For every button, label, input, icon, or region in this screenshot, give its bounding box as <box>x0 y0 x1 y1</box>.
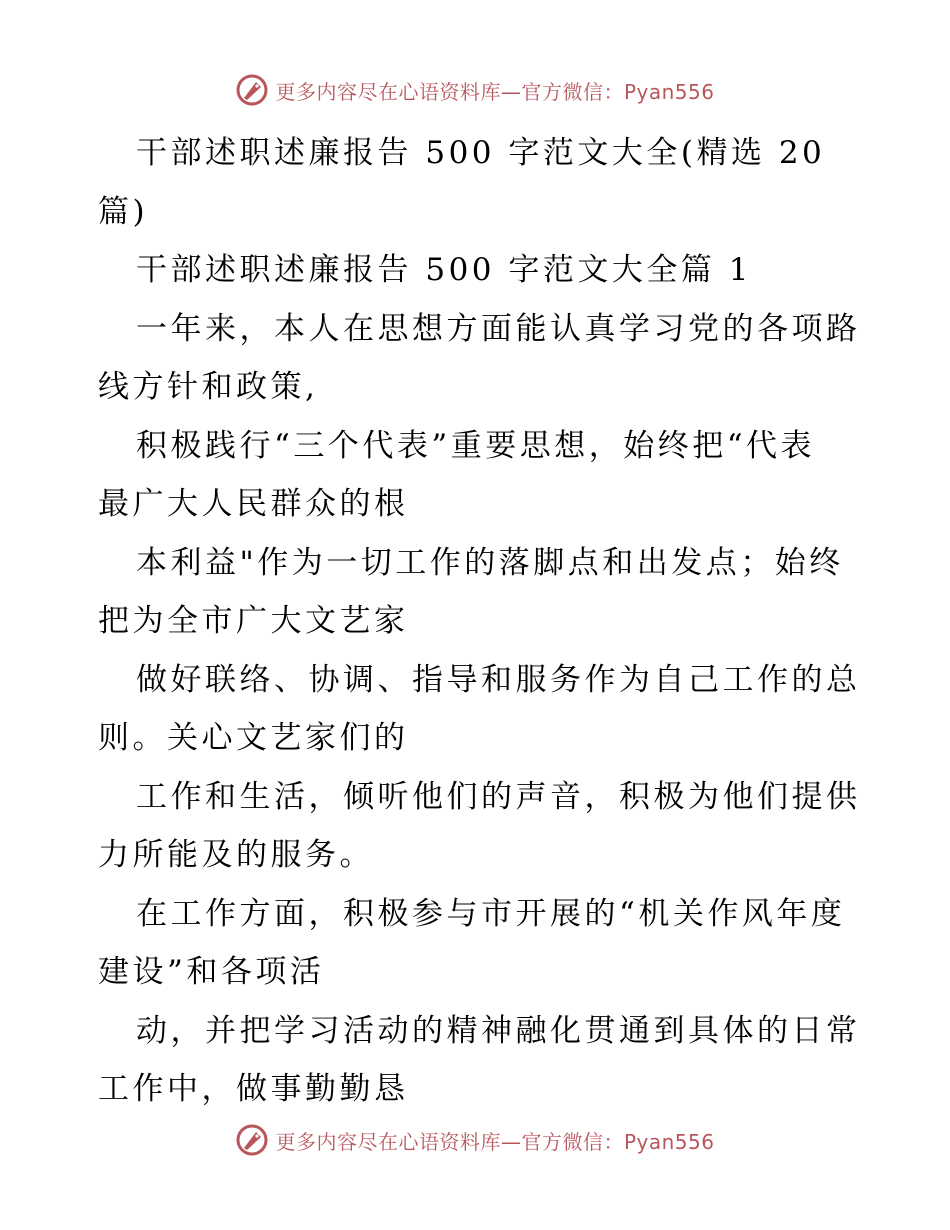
header-banner <box>0 70 950 110</box>
text-line: 在工作方面，积极参与市开展的“机关作风年度 <box>136 895 846 932</box>
text-line: 干部述职述廉报告 500 字范文大全篇 1 <box>136 252 752 288</box>
pen-nib-logo-icon <box>235 1123 269 1157</box>
pen-nib-logo-icon <box>235 73 269 107</box>
text-line: 则。关心文艺家们的 <box>98 720 409 756</box>
text-line: 力所能及的服务。 <box>98 837 374 873</box>
text-line: 做好联络、协调、指导和服务作为自己工作的总 <box>136 661 861 698</box>
text-line: 篇) <box>98 193 149 230</box>
text-line: 本利益"作为一切工作的落脚点和出发点；始终 <box>136 544 844 581</box>
text-line: 把为全市广大文艺家 <box>98 603 409 639</box>
document-body <box>98 124 861 1119</box>
text-line: 建设”和各项活 <box>98 954 325 990</box>
text-line: 一年来，本人在思想方面能认真学习党的各项路 <box>136 310 861 347</box>
text-line: 最广大人民群众的根 <box>98 486 409 522</box>
banner-text: 更多内容尽在心语资料库—官方微信：Pyan556 <box>275 79 715 104</box>
text-line: 积极践行“三个代表”重要思想，始终把“代表 <box>136 427 816 464</box>
text-line: 工作和生活，倾听他们的声音，积极为他们提供 <box>136 778 861 815</box>
text-line: 动，并把学习活动的精神融化贯通到具体的日常 <box>136 1012 861 1049</box>
text-line: 干部述职述廉报告 500 字范文大全(精选 20 <box>136 135 826 171</box>
text-line: 工作中，做事勤勤恳 <box>98 1071 409 1107</box>
footer-banner <box>0 1120 950 1160</box>
banner-text: 更多内容尽在心语资料库—官方微信：Pyan556 <box>275 1129 715 1154</box>
text-line: 线方针和政策, <box>98 369 319 405</box>
